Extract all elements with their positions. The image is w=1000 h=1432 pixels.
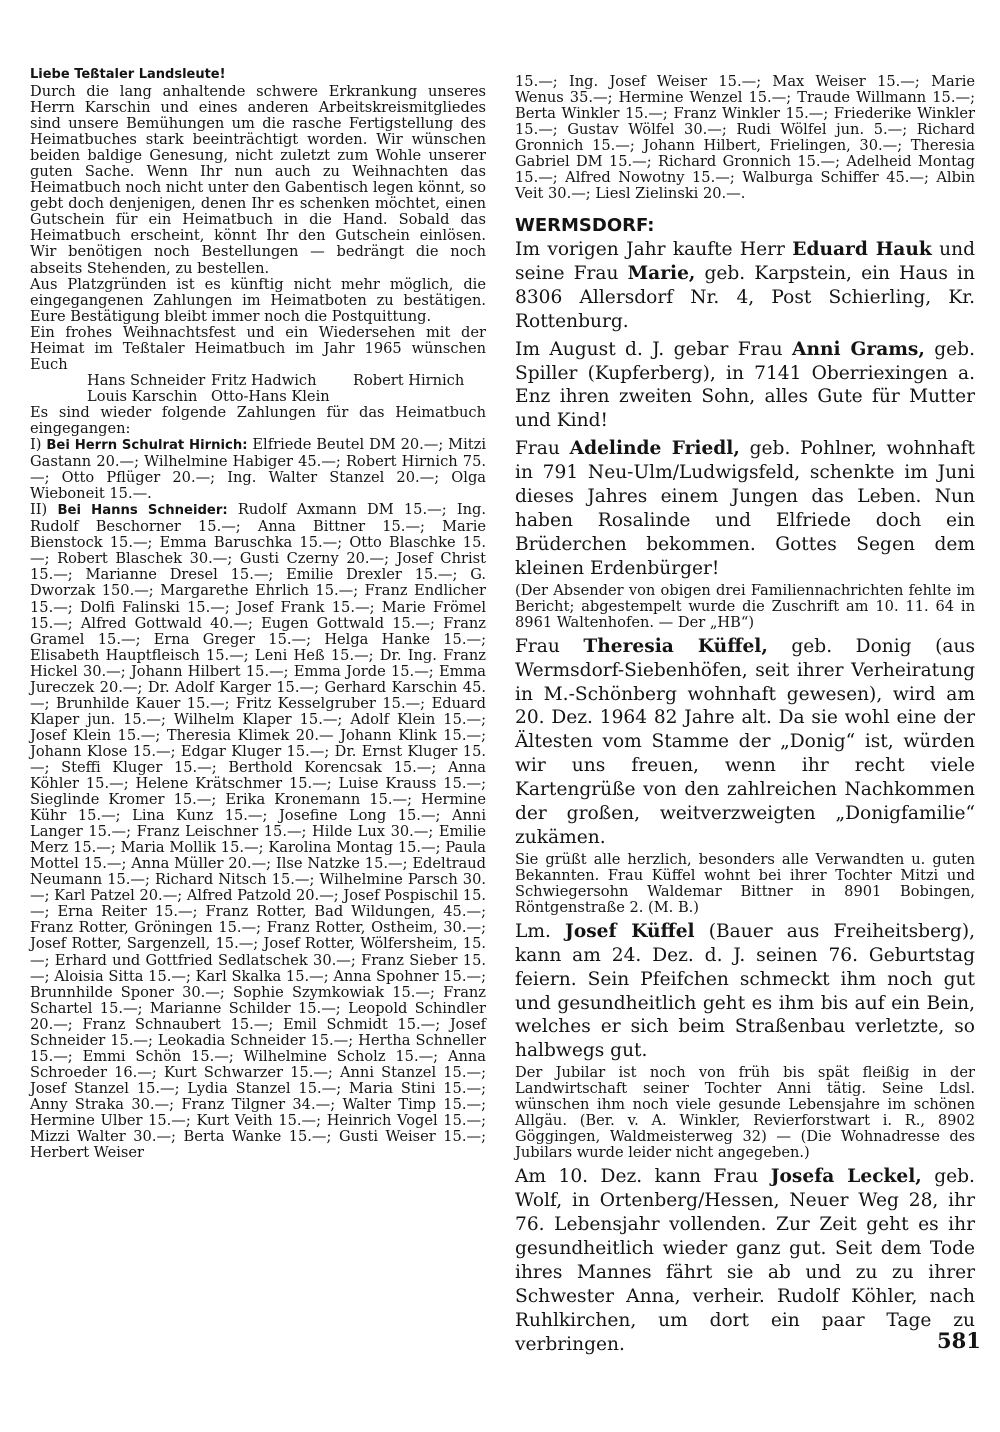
list-prefix: I) (30, 436, 42, 454)
news-text: Am 10. Dez. kann Frau (515, 1166, 759, 1188)
news-text: geb. Wolf, in Ortenberg/Hessen, Neuer Weg 28, ihr 76. Lebensjahr vollenden. Zur Zeit geht es ihr gesundheitlich wieder ganz gut. Seit dem Tode ihres Mannes fährt sie ab und zu zu ihrer Schwester Anna, verheir. Rudolf Köhler, nach Ruhlkirchen, um dort ein paar Tage zu verbringen. (515, 1166, 975, 1355)
news-text: geb. Pohlner, wohnhaft in 791 Neu-Ulm/Ludwigsfeld, schenkte im Juni dieses Jahres einem Jungen das Leben. Nun haben Rosalinde und Elfriede doch ein Brüderchen bekommen. Gottes Segen dem kleinen Erdenbürger! (515, 438, 976, 579)
news-item-leckel (515, 1165, 975, 1356)
news-text: geb. Karpstein, ein Haus in 8306 Allersdorf Nr. 4, Post Schierling, Kr. Rottenburg. (515, 262, 975, 332)
platz-paragraph: Aus Platzgründen ist es künftig nicht mehr möglich, die eingegangenen Zahlungen im Heimatboten zu bestätigen. Eure Bestätigung bleibt immer noch die Postquittung. (30, 275, 486, 325)
news-text: und seine Frau (515, 239, 975, 284)
signature-name: Louis Karschin (87, 387, 198, 405)
signatures (30, 373, 486, 405)
section-heading-wermsdorf: WERMSDORF: (515, 215, 655, 236)
news-text: (Bauer aus Freiheitsberg), kann am 24. Dez. d. J. seinen 76. Geburtstag feiern. Sein Pfeifchen schmeckt ihm noch gut und gesundheitlich geht es ihm bis auf ein Bein, welches er sich beim Straßenbau verletzte, so halbwegs gut. (515, 920, 975, 1062)
collector-label: Bei Herrn Schulrat Hirnich: (46, 438, 248, 454)
signature-name: Hans Schneider (87, 371, 206, 389)
person-name: Marie, (627, 262, 696, 284)
news-text: geb. Spiller (Kupferberg), in 7141 Oberriexingen a. Enz ihren zweiten Sohn, alles Gute für Mutter und Kind! (515, 338, 975, 432)
payments-list-hirnich (30, 437, 486, 502)
greeting-paragraph: Ein frohes Weihnachtsfest und ein Wiedersehen mit der Heimat im Teßtaler Heimatbuch im Jahr 1965 wünschen Euch (30, 323, 486, 373)
person-name: Josefa Leckel, (770, 1166, 922, 1188)
news-text: Frau (515, 635, 560, 657)
page-number: 581 (937, 1328, 981, 1353)
collector-label: Bei Hanns Schneider: (57, 503, 228, 519)
news-note: Sie grüßt alle herzlich, besonders alle Verwandten u. guten Bekannten. Frau Küffel wohnt bei ihrer Tochter Mitzi und Schwiegersohn Waldemar Bittner in 8901 Bobingen, Röntgenstraße 2. (M. B.) (515, 850, 975, 916)
editor-note: (Der Absender von obigen drei Familiennachrichten fehlte im Bericht; abgestempelt wurde die Zuschrift am 10. 11. 64 in 8961 Waltenhofen. — Der „HB“) (515, 581, 975, 631)
payments-text: Rudolf Axmann DM 15.—; Ing. Rudolf Beschorner 15.—; Anna Bittner 15.—; Marie Bienstock 15.—; Emma Baruschka 15.—; Otto Blaschke 15.—; Robert Blaschek 30.—; Gusti Czerny 20.—; Josef Christ 15.—; Marianne Dresel 15.—; Emilie Drexler 15.—; G. Dworzak 150.—; Margarethe Ehrlich 15.—; Franz Endlicher 15.—; Dolfi Falinski 15.—; Josef Frank 15.—; Marie Frömel 15.—; Alfred Gottwald 40.—; Eugen Gottwald 15.—; Franz Gramel 15.—; Erna Greger 15.—; Helga Hanke 15.—; Elisabeth Hauptfleisch 15.—; Leni Heß 15.—; Dr. Ing. Franz Hickel 30.—; Johann Hilbert 15.—; Emma Jorde 15.—; Emma Jureczek 20.—; Dr. Adolf Karger 15.—; Gerhard Karschin 45.—; Brunhilde Kauer 15.—; Fritz Kesselgruber 15.—; Eduard Klaper jun. 15.—; Wilhelm Klaper 15.—; Adolf Klein 15.—; Josef Klein 15.—; Theresia Klimek 20.— Johann Klink 15.—; Johann Klose 15.—; Edgar Kluger 15.—; Dr. Ernst Kluger 15.—; Steffi Kluger 15.—; Berthold Korencsak 15.—; Anna Köhler 15.—; Helene Krätschmer 15.—; Luise Krauss 15.—; Sieglinde Kromer 15.—; Erika Kronemann 15.—; Hermine Kühr 15.—; Lina Kunz 15.—; Josefine Long 15.—; Anni Langer 15.—; Franz Leischner 15.—; Hilde Lux 30.—; Emilie Merz 15.—; Maria Mollik 15.—; Karolina Montag 15.—; Paula Mottel 15.—; Anna Müller 20.—; Ilse Natzke 15.—; Edeltraud Neumann 15.—; Richard Nitsch 15.—; Wilhelmine Parsch 30.—; Karl Patzel 20.—; Alfred Patzold 20.—; Josef Pospischil 15.—; Erna Reiter 15.—; Franz Rotter, Bad Wildungen, 45.—; Franz Rotter, Gröningen 15.—; Franz Rotter, Ostheim, 30.—; Josef Rotter, Sargenzell, 15.—; Josef Rotter, Wölfersheim, 15.—; Erhard und Gottfried Sedlatschek 30.—; Franz Sieber 15.—; Aloisia Sitta 15.—; Karl Skalka 15.—; Anna Spohner 15.—; Brunnhilde Sponer 30.—; Sophie Szymkowiak 15.—; Franz Schartel 15.—; Marianne Schilder 15.—; Leopold Schindler 20.—; Franz Schnaubert 15.—; Emil Schmidt 15.—; Josef Schneider 15.—; Leokadia Schneider 15.—; Hertha Schneller 15.—; Emmi Schön 15.—; Wilhelmine Scholz 15.—; Anna Schroeder 16.—; Kurt Schwarzer 15.—; Anni Stanzel 15.—; Josef Stanzel 15.—; Lydia Stanzel 15.—; Maria Stini 15.—; Anny Straka 30.—; Franz Tilgner 34.—; Walter Timp 15.—; Hermine Ulber 15.—; Kurt Veith 15.—; Heinrich Vogel 15.—; Mizzi Walter 30.—; Berta Wanke 15.—; Gusti Weiser 15.—; Herbert Weiser (30, 501, 486, 1162)
news-item-grams (515, 338, 975, 434)
signature-name: Robert Hirnich (353, 371, 465, 389)
person-name: Anni Grams, (792, 338, 925, 360)
news-note: Der Jubilar ist noch von früh bis spät fleißig in der Landwirtschaft seiner Tochter Anni tätig. Seine Ldsl. wünschen ihm noch viele gesunde Lebensjahre im schönen Allgäu. (Ber. v. A. Winkler, Revierforstwart i. R., 8902 Göggingen, Waldmeisterweg 32) — (Die Wohnadresse des Jubilars wurde leider nicht angegeben.) (515, 1064, 975, 1162)
signature-name: Fritz Hadwich (211, 371, 317, 389)
payments-continuation: 15.—; Ing. Josef Weiser 15.—; Max Weiser 15.—; Marie Wenus 35.—; Hermine Wenzel 15.—; Traude Willmann 15.—; Berta Winkler 15.—; Franz Winkler 15.—; Friederike Winkler 15.—; Gustav Wölfel 30.—; Rudi Wölfel jun. 5.—; Richard Gronnich 15.—; Johann Hilbert, Frielingen, 30.—; Theresia Gabriel DM 15.—; Richard Gronnich 15.—; Adelheid Montag 15.—; Alfred Nowotny 15.—; Walburga Schiffer 45.—; Albin Veit 30.—; Liesl Zielinski 20.—. (515, 73, 975, 202)
signature-name (353, 389, 469, 405)
signature-name: Otto-Hans Klein (211, 387, 330, 405)
person-name: Josef Küffel (565, 920, 695, 942)
news-text: geb. Donig (aus Wermsdorf-Siebenhöfen, seit ihrer Verheiratung in M.-Schönberg wohnhaft gewesen), wird am 20. Dez. 1964 82 Jahre alt. Da sie wohl eine der Ältesten vom Stamme der „Donig“ ist, würden wir uns freuen, wenn ihr recht viele Kartengrüße von den zahlreichen Nachkommen der großen, weitverzweigten „Donigfamilie“ zukämen. (515, 635, 975, 848)
payments-text: Elfriede Beutel DM 20.—; Mitzi Gastann 20.—; Wilhelmine Habiger 45.—; Robert Hirnich 75.—; Otto Pflüger 20.—; Ing. Walter Stanzel 20.—; Olga Wieboneit 15.—. (30, 436, 487, 503)
news-text: Im August d. J. gebar Frau (515, 338, 783, 360)
person-name: Adelinde Friedl, (569, 438, 740, 460)
payments-list-schneider (30, 502, 486, 1161)
greeting-heading: Liebe Teßtaler Landsleute! (30, 67, 226, 82)
person-name: Theresia Küffel, (583, 635, 768, 657)
person-name: Eduard Hauk (792, 239, 932, 260)
intro-paragraph: Durch die lang anhaltende schwere Erkrankung unseres Herrn Karschin und eines anderen Arbeitskreismitgliedes sind unsere Bemühungen um die rasche Fertigstellung des Heimatbuches stark beeinträchtigt worden. Wir wünschen beiden baldige Genesung, nicht zuletzt zum Wohle unserer guten Sache. Wenn Ihr nun auch zu Weihnachten das Heimatbuch noch nicht unter den Gabentisch legen könnt, so gebt doch denjenigen, denen Ihr es schenken möchtet, einen Gutschein für ein Heimatbuch in die Hand. Sobald das Heimatbuch erscheint, könnt Ihr den Gutschein einlösen. Wir benötigen noch Bestellungen — bedrängt die noch abseits Stehenden, zu bestellen. (30, 83, 486, 277)
news-text: Im vorigen Jahr kaufte Herr (515, 239, 785, 260)
list-prefix: II) (30, 501, 48, 519)
news-text: Frau (515, 438, 560, 460)
news-item-friedl (515, 437, 975, 580)
right-column (515, 66, 975, 1357)
news-text: Lm. (515, 920, 551, 942)
news-item-josef-kueffel (515, 920, 975, 1063)
payments-intro: Es sind wieder folgende Zahlungen für das Heimatbuch eingegangen: (30, 403, 486, 437)
left-column (30, 66, 486, 1161)
news-item-theresia-kueffel (515, 635, 975, 850)
news-item-hauk (515, 238, 975, 334)
